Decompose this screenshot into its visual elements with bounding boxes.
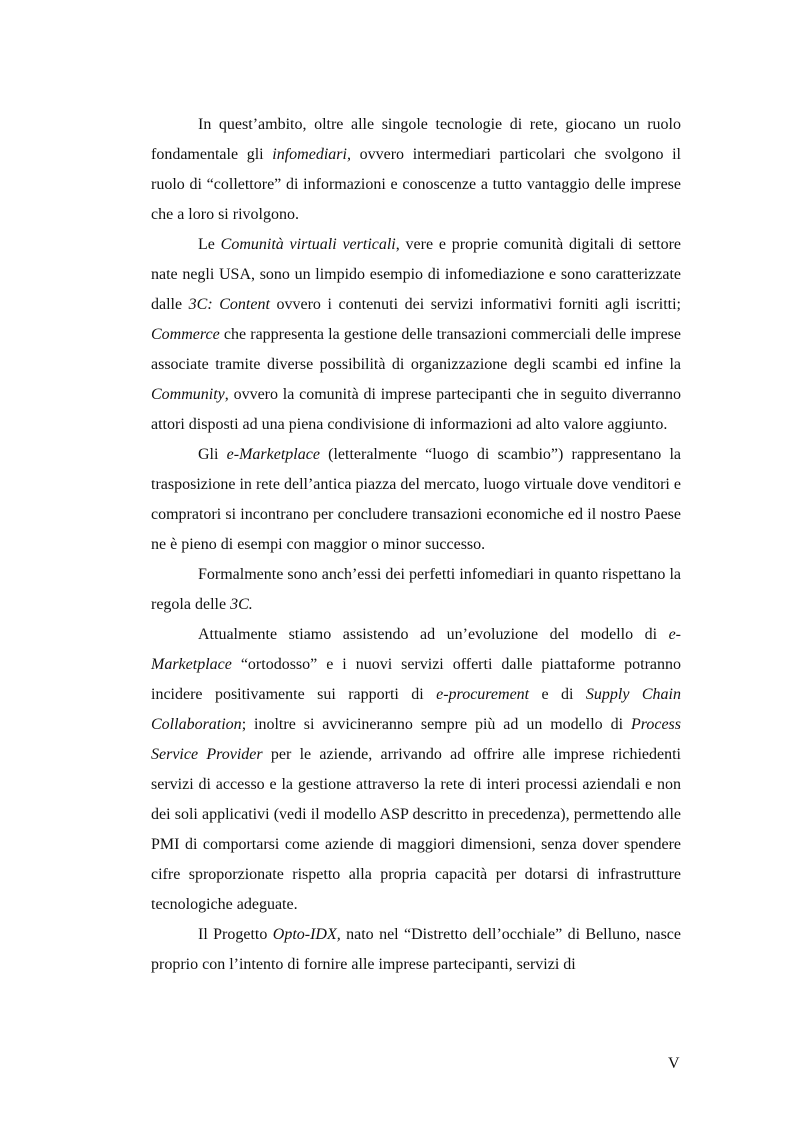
italic-term: Process Service Provider <box>151 716 681 763</box>
italic-term: infomediari, <box>272 146 351 163</box>
text-run: Il Progetto <box>198 926 273 943</box>
paragraph <box>151 440 681 560</box>
text-run: ; inoltre si avvicineranno sempre più ad un modello di <box>241 716 631 733</box>
paragraph <box>151 620 681 920</box>
italic-term: e-Marketplace <box>226 446 320 463</box>
italic-term: 3C. <box>230 596 253 613</box>
italic-term: Opto-IDX, <box>272 926 341 943</box>
italic-term: Supply Chain Collaboration <box>151 686 682 733</box>
paragraph <box>151 230 681 440</box>
text-run: (letteralmente “luogo di scambio”) rappresentano la trasposizione in rete dell’antica piazza del mercato, luogo virtuale dove venditori e compratori si incontrano per concludere transazioni economiche ed il nostro Paese ne è pieno di esempi con maggior o minor successo. <box>151 446 682 553</box>
text-run: ovvero intermediari particolari che svolgono il ruolo di “collettore” di informazioni e conoscenze a tutto vantaggio delle imprese che a loro si rivolgono. <box>151 146 682 223</box>
body-text <box>151 110 681 980</box>
italic-term: Commerce <box>151 326 220 343</box>
text-run: Formalmente sono anch’essi dei perfetti infomediari in quanto rispettano la regola delle <box>151 566 681 613</box>
text-run: Gli <box>198 446 227 463</box>
text-run: per le aziende, arrivando ad offrire alle imprese richiedenti servizi di accesso e la gestione attraverso la rete di interi processi aziendali e non dei soli applicativi (vedi il modello ASP descritto in precedenza), permettendo alle PMI di comportarsi come aziende di maggiori dimensioni, senza dover spendere cifre sproporzionate rispetto alla propria capacità per dotarsi di infrastrutture tecnologiche adeguate. <box>151 746 682 913</box>
italic-term: e-Marketplace <box>151 626 681 673</box>
paragraph <box>151 110 681 230</box>
text-run: , vere e proprie comunità digitali di settore nate negli USA, sono un limpido esempio di infomediazione e sono caratterizzate dalle <box>151 236 682 313</box>
page-number: V <box>668 1055 680 1072</box>
italic-term: Comunità virtuali verticali <box>220 236 396 253</box>
italic-term: 3C: Content <box>188 296 270 313</box>
text-run: In quest’ambito, oltre alle singole tecnologie di rete, giocano un ruolo fondamentale gli <box>151 116 681 163</box>
text-run: ovvero i contenuti dei servizi informativi forniti agli iscritti; <box>269 296 682 313</box>
paragraph <box>151 560 681 620</box>
text-run: Attualmente stiamo assistendo ad un’evoluzione del modello di <box>198 626 669 643</box>
text-run: e di <box>529 686 586 703</box>
text-run: “ortodosso” e i nuovi servizi offerti dalle piattaforme potranno incidere positivamente sui rapporti di <box>151 656 681 703</box>
paragraph <box>151 920 681 980</box>
text-run: , ovvero la comunità di imprese partecipanti che in seguito diverranno attori disposti ad una piena condivisione di informazioni ad alto valore aggiunto. <box>151 386 681 433</box>
italic-term: Community <box>151 386 225 403</box>
text-run: che rappresenta la gestione delle transazioni commerciali delle imprese associate tramite diverse possibilità di organizzazione degli scambi ed infine la <box>151 326 681 373</box>
text-run: Le <box>198 236 221 253</box>
text-run: nato nel “Distretto dell’occhiale” di Belluno, nasce proprio con l’intento di fornire alle imprese partecipanti, servizi di <box>151 926 681 973</box>
italic-term: e-procurement <box>436 686 530 703</box>
